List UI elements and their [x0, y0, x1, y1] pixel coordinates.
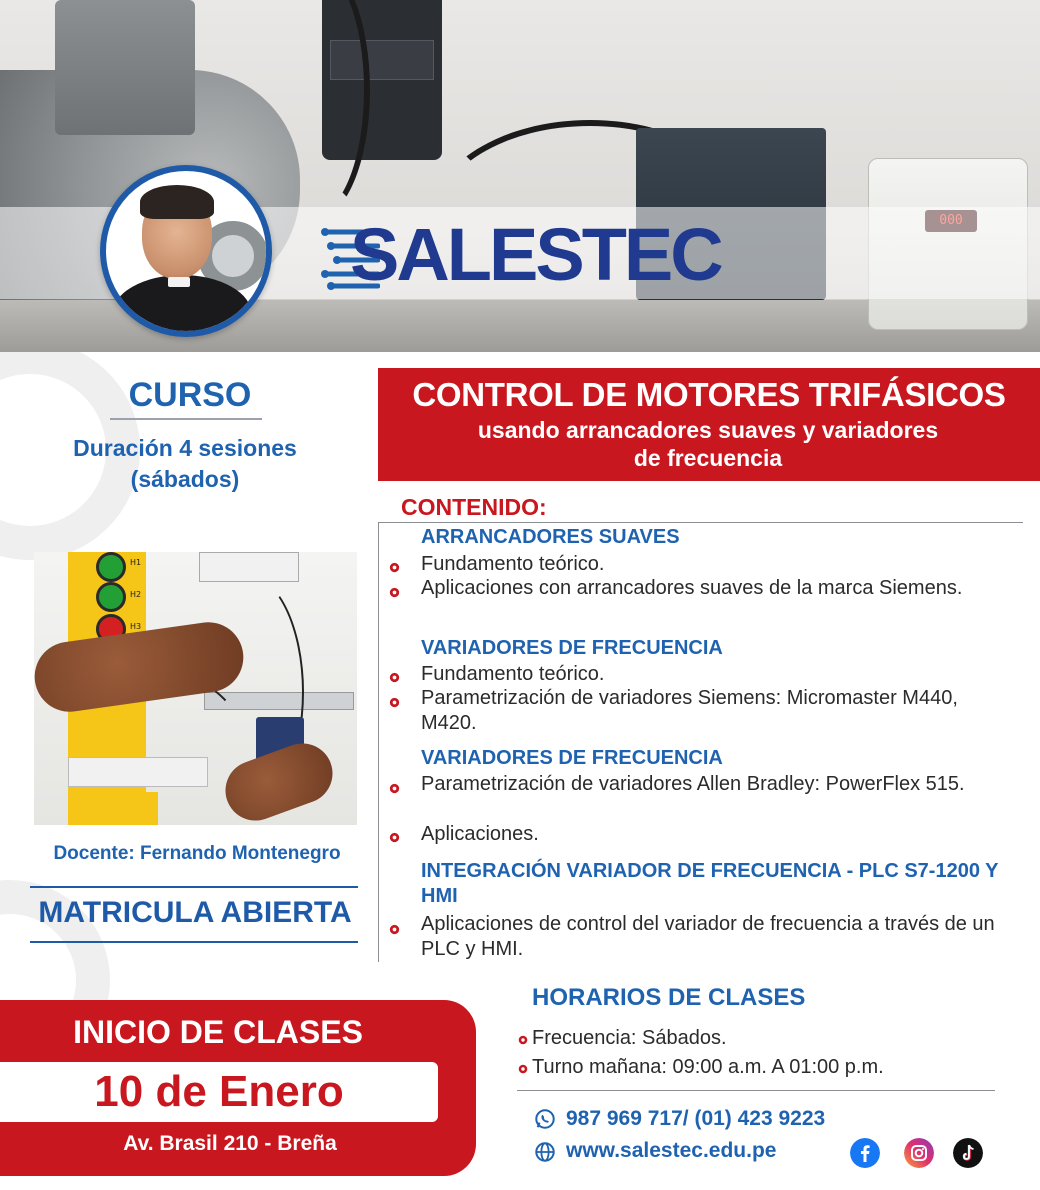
gear-bullet-icon — [388, 923, 401, 936]
yellow-base — [68, 792, 158, 825]
list-item: Aplicaciones con arrancadores suaves de la marca Siemens. — [421, 577, 963, 599]
pilot-label-h1: H1 — [130, 558, 142, 567]
section-heading: VARIADORES DE FRECUENCIA — [421, 637, 723, 659]
wiring-photo — [34, 552, 357, 825]
contenido-label: CONTENIDO: — [401, 494, 547, 520]
course-subtitle-line-2: de frecuencia — [633, 445, 783, 471]
horarios-title: HORARIOS DE CLASES — [532, 984, 806, 1011]
gear-bullet-icon — [388, 561, 401, 574]
list-item: Aplicaciones. — [421, 823, 539, 845]
horarios-rule — [517, 1090, 995, 1091]
facebook-icon[interactable] — [850, 1138, 880, 1168]
green-light-icon — [96, 582, 126, 612]
course-subtitle-line-1: usando arrancadores suaves y variadores — [477, 417, 939, 443]
whatsapp-icon — [534, 1108, 556, 1130]
curso-divider — [110, 418, 262, 420]
list-item: Parametrización de variadores Allen Bradley: PowerFlex 515. — [421, 773, 965, 795]
phone-text[interactable]: 987 969 717/ (01) 423 9223 — [566, 1107, 826, 1130]
course-title: CONTROL DE MOTORES TRIFÁSICOS — [412, 376, 1006, 413]
list-item: Parametrización de variadores Siemens: Micromaster M440, M420. — [421, 687, 958, 734]
gear-bullet-icon — [388, 782, 401, 795]
section-heading: INTEGRACIÓN VARIADOR DE FRECUENCIA - PLC S7-1200 Y HMI — [421, 860, 999, 907]
logo-text: SALESTEC — [350, 213, 721, 296]
matricula-text: MATRICULA ABIERTA — [38, 896, 352, 929]
matricula-top-rule — [30, 886, 358, 888]
gear-bullet-icon — [517, 1063, 529, 1075]
list-item: Aplicaciones de control del variador de frecuencia a través de un PLC y HMI. — [421, 913, 995, 960]
course-subtitle — [400, 416, 1016, 472]
terminal-block — [68, 757, 208, 787]
gear-bullet-icon — [388, 696, 401, 709]
list-item: Fundamento teórico. — [421, 663, 605, 685]
tiktok-icon[interactable] — [953, 1138, 983, 1168]
section-heading: VARIADORES DE FRECUENCIA — [421, 747, 723, 769]
pilot-label-h3: H3 — [130, 622, 142, 631]
gear-bullet-icon — [388, 586, 401, 599]
horario-item: Frecuencia: Sábados. — [532, 1027, 727, 1049]
salestec-logo — [320, 213, 721, 296]
horario-item: Turno mañana: 09:00 a.m. A 01:00 p.m. — [532, 1056, 884, 1078]
globe-icon — [534, 1141, 556, 1163]
contenido-rule — [378, 522, 1023, 523]
list-item: Fundamento teórico. — [421, 553, 605, 575]
inicio-title: INICIO DE CLASES — [73, 1014, 363, 1050]
hero-image — [0, 0, 1040, 352]
start-date: 10 de Enero — [94, 1067, 344, 1116]
website-link[interactable]: www.salestec.edu.pe — [566, 1139, 777, 1162]
pilot-label-h2: H2 — [130, 590, 142, 599]
curso-label: CURSO — [128, 376, 252, 414]
green-light-icon — [96, 552, 126, 582]
gear-bullet-icon — [388, 831, 401, 844]
portrait-collar — [168, 277, 190, 287]
duracion-line-1: Duración 4 sesiones — [73, 435, 297, 461]
instagram-icon[interactable] — [904, 1138, 934, 1168]
duracion-line-2: (sábados) — [130, 466, 240, 492]
gear-bullet-icon — [517, 1034, 529, 1046]
address-text: Av. Brasil 210 - Breña — [123, 1132, 337, 1155]
portrait-avatar — [100, 165, 272, 337]
duracion-text — [30, 433, 340, 495]
gear-bullet-icon — [388, 671, 401, 684]
motor-terminal-box — [55, 0, 195, 135]
docente-text: Docente: Fernando Montenegro — [53, 843, 341, 864]
portrait-hair — [140, 185, 214, 219]
section-heading: ARRANCADORES SUAVES — [421, 526, 680, 548]
contenido-vertical-rule — [378, 522, 379, 962]
matricula-bottom-rule — [30, 941, 358, 943]
